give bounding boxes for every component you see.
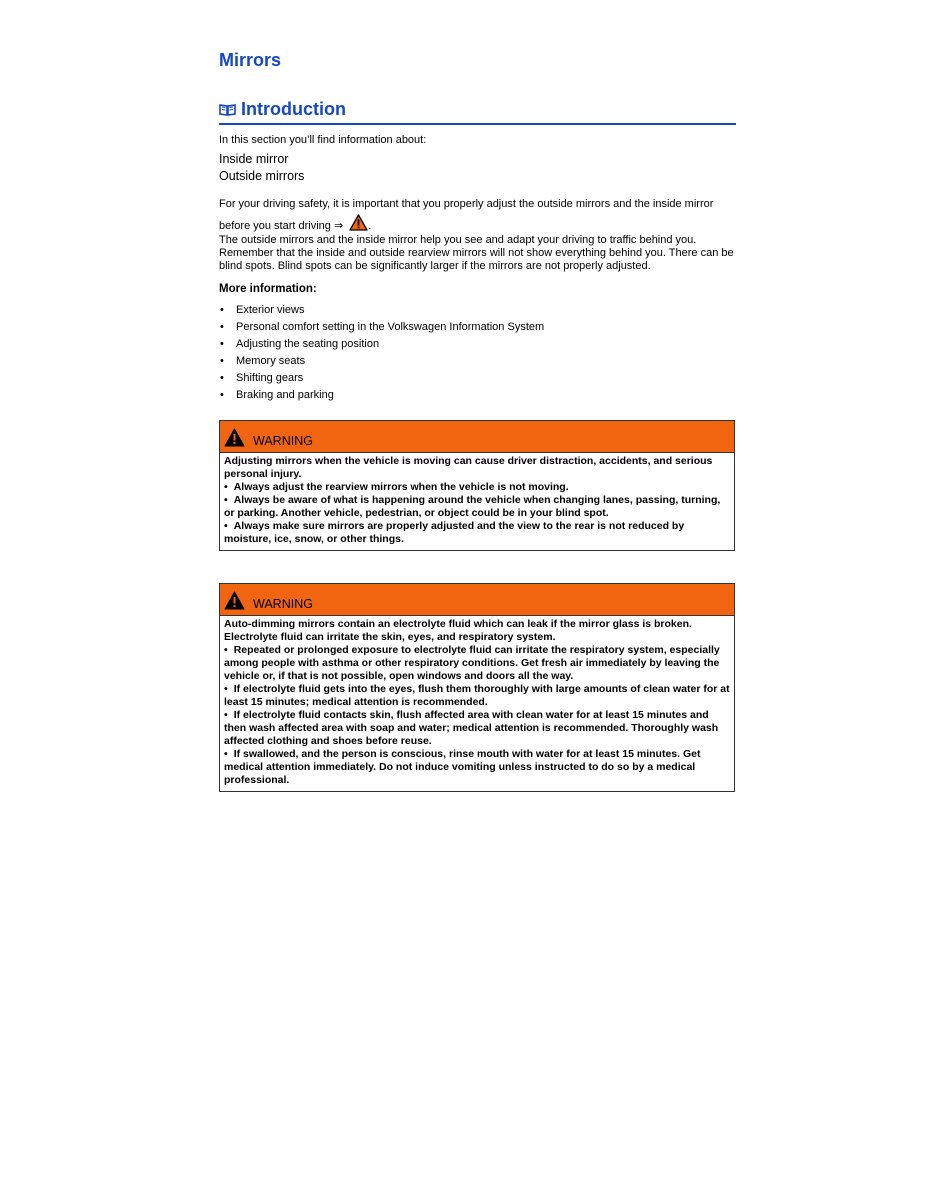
- warning-icon: [224, 428, 245, 447]
- topic-link-inside-mirror[interactable]: Inside mirror: [219, 152, 289, 166]
- chapter-title: Mirrors: [219, 50, 282, 70]
- blind-spot-paragraph: The outside mirrors and the inside mirror help you see and adapt your driving to traffic behind you. Remember that the inside and outside rearview mirrors will not show everything behind you. There can be blind spots. Blind spots can be significantly larger if the mirrors are not properly adjusted.: [219, 234, 734, 272]
- warning-body: [220, 453, 734, 550]
- warning-item: • Always be aware of what is happening around the vehicle when changing lanes, passing, turning, or parking. Another vehicle, pedestrian, or object could be in your blind spot.: [224, 494, 721, 519]
- topic-list: [219, 151, 304, 185]
- safety-paragraph: [219, 195, 736, 236]
- warning-body: [220, 616, 734, 791]
- warning-item: • Always adjust the rearview mirrors when the vehicle is not moving.: [224, 481, 569, 493]
- section-header: [219, 99, 736, 125]
- safety-paragraph-text: For your driving safety, it is important that you properly adjust the outside mirrors and the inside mirror before you start driving ⇒: [219, 198, 714, 232]
- warning-triangle-icon[interactable]: [349, 214, 368, 231]
- safety-paragraph-end: .: [368, 220, 372, 232]
- section-title: Introduction: [241, 99, 346, 119]
- warning-box-adjusting: [219, 420, 735, 551]
- warning-title: WARNING: [253, 434, 313, 448]
- more-info-link-shifting-gears[interactable]: • Shifting gears: [219, 370, 544, 387]
- book-icon: [219, 103, 236, 116]
- more-info-link-comfort-setting[interactable]: • Personal comfort setting in the Volkswagen Information System: [219, 319, 544, 336]
- warning-item: • If electrolyte fluid gets into the eyes, flush them thoroughly with large amounts of clean water for at least 15 minutes; medical attention is recommended.: [224, 683, 730, 708]
- more-info-list: [219, 302, 544, 404]
- topic-link-outside-mirrors[interactable]: Outside mirrors: [219, 169, 305, 183]
- warning-header: [220, 421, 734, 453]
- intro-text: In this section you’ll find information about:: [219, 134, 427, 146]
- more-info-link-memory-seats[interactable]: • Memory seats: [219, 353, 544, 370]
- warning-icon: [224, 591, 245, 610]
- warning-intro: Adjusting mirrors when the vehicle is moving can cause driver distraction, accidents, and serious personal injury.: [224, 455, 713, 480]
- warning-item: • If electrolyte fluid contacts skin, flush affected area with clean water for at least 15 minutes and then wash affected area with soap and water; medical attention is recommended. Thoroughly wash affected clothing and shoes before reuse.: [224, 709, 719, 747]
- warning-item: • Always make sure mirrors are properly adjusted and the view to the rear is not reduced by moisture, ice, snow, or other things.: [224, 520, 685, 545]
- warning-box-electrolyte: [219, 583, 735, 792]
- more-info-link-seating-position[interactable]: • Adjusting the seating position: [219, 336, 544, 353]
- more-info-heading: More information:: [219, 283, 317, 295]
- more-info-link-braking-parking[interactable]: • Braking and parking: [219, 387, 544, 404]
- more-info-link-exterior-views[interactable]: • Exterior views: [219, 302, 544, 319]
- warning-title: WARNING: [253, 597, 313, 611]
- warning-item: • If swallowed, and the person is conscious, rinse mouth with water for at least 15 minutes. Get medical attention immediately. Do not induce vomiting unless instructed to do so by a medical professional.: [224, 748, 701, 786]
- warning-intro: Auto-dimming mirrors contain an electrolyte fluid which can leak if the mirror glass is broken. Electrolyte fluid can irritate the skin, eyes, and respiratory system.: [224, 618, 692, 643]
- warning-item: • Repeated or prolonged exposure to electrolyte fluid can irritate the respiratory system, especially among people with asthma or other respiratory conditions. Get fresh air immediately by leaving the vehicle or, if that is not possible, open windows and doors all the way.: [224, 644, 720, 682]
- warning-header: [220, 584, 734, 616]
